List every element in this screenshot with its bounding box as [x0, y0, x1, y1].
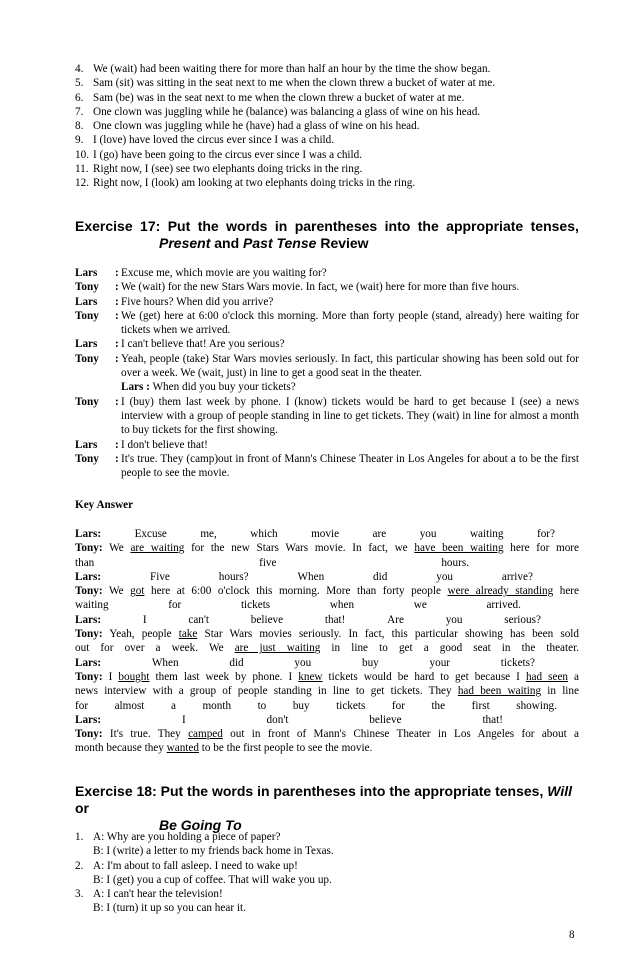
key-line: Tony: We got here at 6:00 o'clock this morning. More than forty people were already standing here	[75, 585, 579, 598]
list-item: 1. A: Why are you holding a piece of paper? B: I (write) a letter to my friends back home in Texas.	[75, 831, 334, 858]
key-line: Tony: Yeah, people take Star Wars movies seriously. In fact, this particular showing has been sold	[75, 628, 579, 641]
dialogue	[75, 266, 579, 480]
list-item: 5. Sam (sit) was sitting in the seat next to me when the clown threw a bucket of water at me.	[75, 77, 496, 90]
list-item: 6. Sam (be) was in the seat next to me when the clown threw a bucket of water at me.	[75, 91, 465, 104]
list-item: 11. Right now, I (see) see two elephants doing tricks in the ring.	[75, 163, 363, 176]
exercise-17-heading	[75, 218, 579, 252]
dialogue-line: Tony : We (get) here at 6:00 o'clock this morning. More than forty people (stand, already) here waiting for tickets when we arrived.	[75, 309, 579, 337]
list-item: 2. A: I'm about to fall asleep. I need to wake up! B: I (get) you a cup of coffee. That will wake you up.	[75, 859, 332, 886]
page-number: 8	[569, 929, 575, 941]
key-line: Lars: Five hours? When did you arrive?	[75, 570, 533, 583]
list-item: 3. A: I can't hear the television! B: I (turn) it up so you can hear it.	[75, 888, 246, 915]
heading-line-2: Present and Past Tense Review	[159, 235, 369, 251]
dialogue-line: Tony : Yeah, people (take) Star Wars movies seriously. In fact, this particular showing has been sold out for over a week. We (wait, just) in line to get a good seat in the theater. Lars : When did you buy your tickets?	[75, 352, 579, 394]
list-item: 9. I (love) have loved the circus ever since I was a child.	[75, 134, 335, 147]
key-line: waiting for tickets when we arrived.	[75, 599, 521, 612]
dialogue-line: Tony : I (buy) them last week by phone. I (know) tickets would be hard to get because I (see) a news interview with a group of people standing in line to get tickets. They (wait) in line for almost a month to buy tickets for the first showing.	[75, 395, 579, 437]
dialogue-line: Tony : We (wait) for the new Stars Wars movie. In fact, we (wait) here for more than five hours.	[75, 281, 520, 294]
heading-line-1: Exercise 18: Put the words in parentheses into the appropriate tenses, Will or	[75, 783, 573, 816]
exercise-18-items	[75, 830, 579, 916]
list-item: 8. One clown was juggling while he (have) had a glass of wine on his head.	[75, 120, 420, 133]
heading-line-1: Exercise 17: Put the words in parentheses into the appropriate tenses,	[75, 218, 579, 234]
dialogue-line: Lars : I can't believe that! Are you serious?	[75, 338, 285, 351]
key-line: Tony: It's true. They camped out in front of Mann's Chinese Theater in Los Angeles for about a	[75, 728, 579, 741]
list-item: 7. One clown was juggling while he (balance) was balancing a glass of wine on his head.	[75, 105, 481, 118]
key-line: Lars: When did you buy your tickets?	[75, 656, 535, 669]
dialogue-line: Lars : Excuse me, which movie are you waiting for?	[75, 267, 327, 279]
key-line: than five hours.	[75, 556, 469, 569]
list-item: 10. I (go) have been going to the circus ever since I was a child.	[75, 148, 363, 161]
key-line: Tony: We are waiting for the new Stars Wars movie. In fact, we have been waiting here for more	[75, 542, 579, 555]
key-answer-title: Key Answer	[75, 499, 134, 511]
key-line: news interview with a group of people standing in line to get tickets. They had been waiting in line	[75, 685, 579, 698]
key-answer	[75, 527, 579, 756]
dialogue-line: Lars : Five hours? When did you arrive?	[75, 295, 274, 308]
key-line: for almost a month to buy tickets for the first showing.	[75, 699, 557, 712]
exercise-18-heading	[75, 783, 579, 834]
key-line: Tony: I bought them last week by phone. I knew tickets would be hard to get because I had seen a	[75, 670, 580, 683]
key-line: Lars: Excuse me, which movie are you waiting for?	[75, 528, 555, 540]
list-item: 4. We (wait) had been waiting there for more than half an hour by the time the show began.	[75, 63, 491, 75]
key-line: Lars: I don't believe that!	[75, 713, 503, 726]
heading-line-2: Be Going To	[159, 817, 242, 833]
key-line: Lars: I can't believe that! Are you serious?	[75, 613, 541, 626]
exercise-16-answers	[75, 62, 575, 191]
dialogue-line: Lars : I don't believe that!	[75, 438, 208, 451]
key-line: month because they wanted to be the first people to see the movie.	[75, 742, 373, 755]
key-line: out for over a week. We are just waiting in line to get a good seat in the theater.	[75, 642, 580, 655]
list-item: 12. Right now, I (look) am looking at two elephants doing tricks in the ring.	[75, 177, 416, 190]
dialogue-line: Tony : It's true. They (camp)out in front of Mann's Chinese Theater in Los Angeles for about a to be the first people to see the movie.	[75, 452, 579, 480]
